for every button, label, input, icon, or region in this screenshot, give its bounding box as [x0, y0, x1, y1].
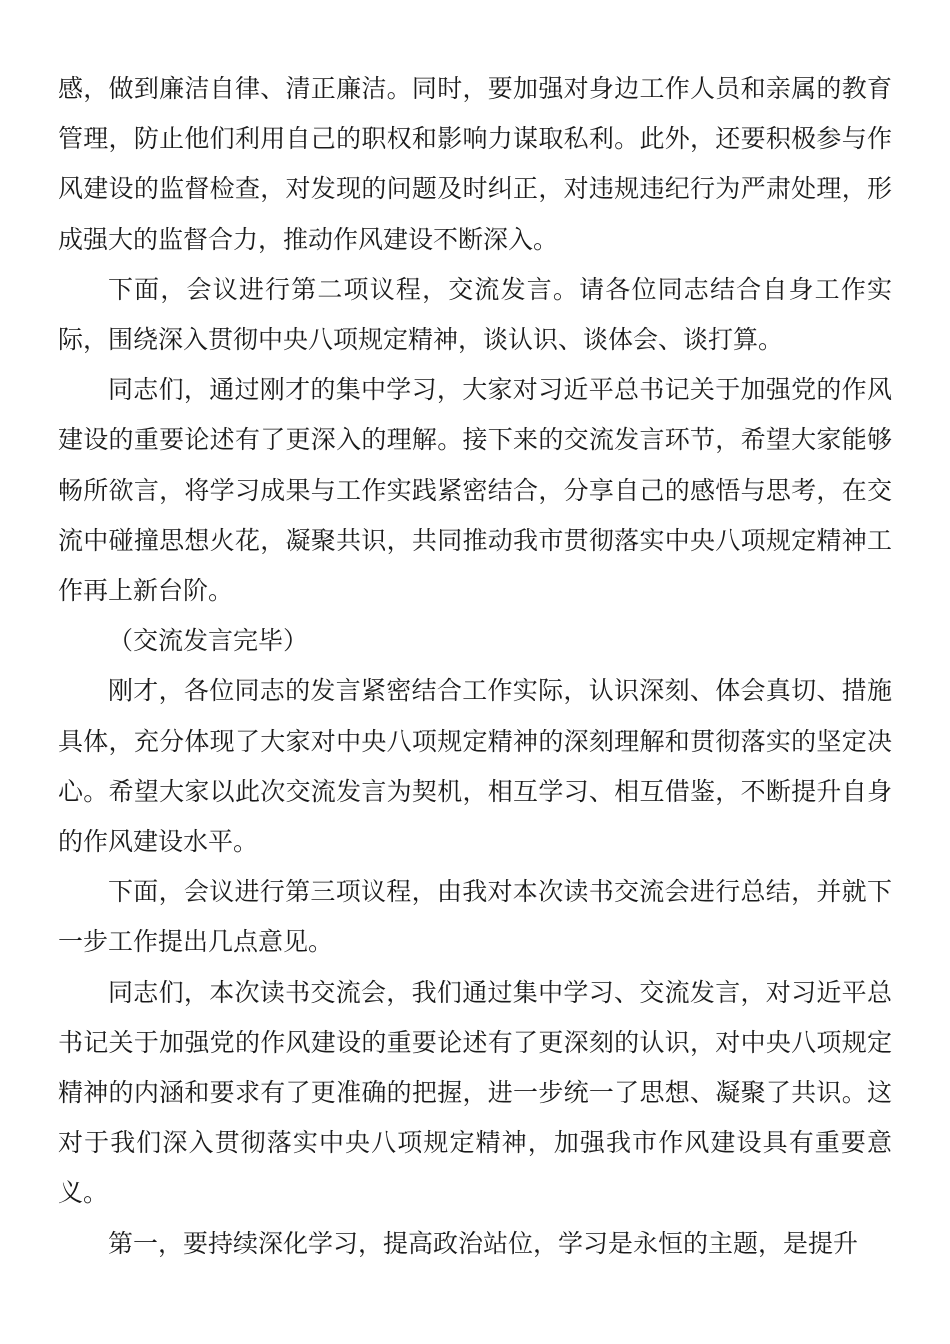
document-body — [58, 64, 892, 1269]
paragraph-3: 同志们，通过刚才的集中学习，大家对习近平总书记关于加强党的作风建设的重要论述有了更深入的理解。接下来的交流发言环节，希望大家能够畅所欲言，将学习成果与工作实践紧密结合，分享自己的感悟与思考，在交流中碰撞思想火花，凝聚共识，共同推动我市贯彻落实中央八项规定精神工作再上新台阶。 — [58, 375, 892, 606]
paragraph-7: 同志们，本次读书交流会，我们通过集中学习、交流发言，对习近平总书记关于加强党的作风建设的重要论述有了更深刻的认识，对中央八项规定精神的内涵和要求有了更准确的把握，进一步统一了思想、凝聚了共识。这对于我们深入贯彻落实中央八项规定精神，加强我市作风建设具有重要意义。 — [58, 977, 892, 1208]
paragraph-4: （交流发言完毕） — [108, 626, 309, 656]
paragraph-2: 下面，会议进行第二项议程，交流发言。请各位同志结合自身工作实际，围绕深入贯彻中央八项规定精神，谈认识、谈体会、谈打算。 — [58, 274, 892, 355]
paragraph-8: 第一，要持续深化学习，提高政治站位，学习是永恒的主题，是提升 — [108, 1228, 859, 1258]
paragraph-5: 刚才，各位同志的发言紧密结合工作实际，认识深刻、体会真切、措施具体，充分体现了大家对中央八项规定精神的深刻理解和贯彻落实的坚定决心。希望大家以此次交流发言为契机，相互学习、相互借鉴，不断提升自身的作风建设水平。 — [58, 676, 892, 857]
paragraph-1: 感，做到廉洁自律、清正廉洁。同时，要加强对身边工作人员和亲属的教育管理，防止他们利用自己的职权和影响力谋取私利。此外，还要积极参与作风建设的监督检查，对发现的问题及时纠正，对违规违纪行为严肃处理，形成强大的监督合力，推动作风建设不断深入。 — [58, 74, 892, 254]
paragraph-6: 下面，会议进行第三项议程，由我对本次读书交流会进行总结，并就下一步工作提出几点意见。 — [58, 877, 892, 957]
